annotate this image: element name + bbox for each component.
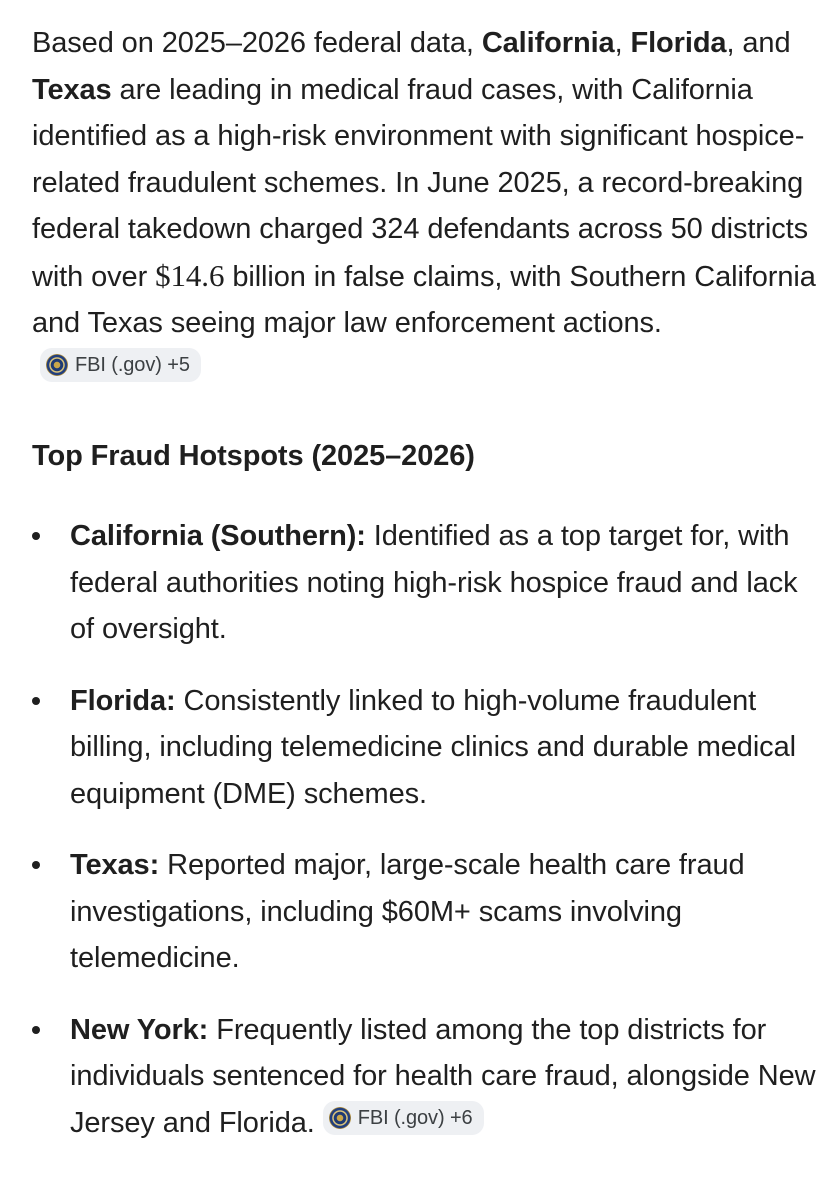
list-item — [32, 678, 816, 818]
list-item — [32, 513, 816, 653]
source-chip-label: FBI (.gov) +6 — [357, 1106, 473, 1129]
fbi-seal-icon — [329, 1107, 351, 1129]
state-california: California — [481, 27, 615, 59]
section-heading: Top Fraud Hotspots (2025–2026) — [32, 440, 475, 472]
list-item-text: Identified as a top target for, with federal authorities noting high-risk hospice fraud and lack of oversight. — [70, 520, 798, 645]
list-item-label: California (Southern): — [70, 520, 366, 552]
list-item — [32, 842, 816, 982]
hotspot-list — [32, 513, 816, 1146]
list-item-text: Consistently linked to high-volume fraudulent billing, including telemedicine clinics and durable medical equipment (DME) schemes. — [70, 684, 796, 810]
list-item-label: Texas: — [70, 849, 160, 881]
list-item — [32, 1007, 816, 1147]
source-chip[interactable] — [323, 1101, 484, 1135]
intro-text: are leading in medical fraud cases, with California identified as a high-risk environment with significant hospice-related fraudulent schemes. In June 2025, a record-breaking federal takedown charged 324 defendants across 50 districts with over — [32, 73, 808, 293]
fbi-seal-icon — [46, 354, 68, 376]
source-chip[interactable] — [40, 348, 201, 382]
list-item-text: Frequently listed among the top districts for individuals sentenced for health care fraud, alongside New Jersey and Florida. — [70, 1013, 816, 1139]
list-item-label: Florida: — [70, 684, 176, 717]
state-florida: Florida — [630, 27, 727, 59]
dollar-amount: $14.6 — [155, 257, 225, 293]
intro-text: billion in false claims, with Southern California and Texas seeing major law enforcement actions. — [32, 260, 816, 339]
source-chip-label: FBI (.gov) +5 — [75, 353, 190, 376]
intro-text: , and — [726, 27, 791, 59]
list-item-text: Reported major, large-scale health care fraud investigations, including $60M+ scams involving telemedicine. — [70, 849, 745, 974]
intro-text: , — [614, 27, 631, 59]
list-item-label: New York: — [70, 1013, 209, 1046]
intro-paragraph — [32, 20, 816, 393]
intro-text: Based on 2025–2026 federal data, — [32, 27, 482, 59]
state-texas: Texas — [32, 73, 112, 106]
